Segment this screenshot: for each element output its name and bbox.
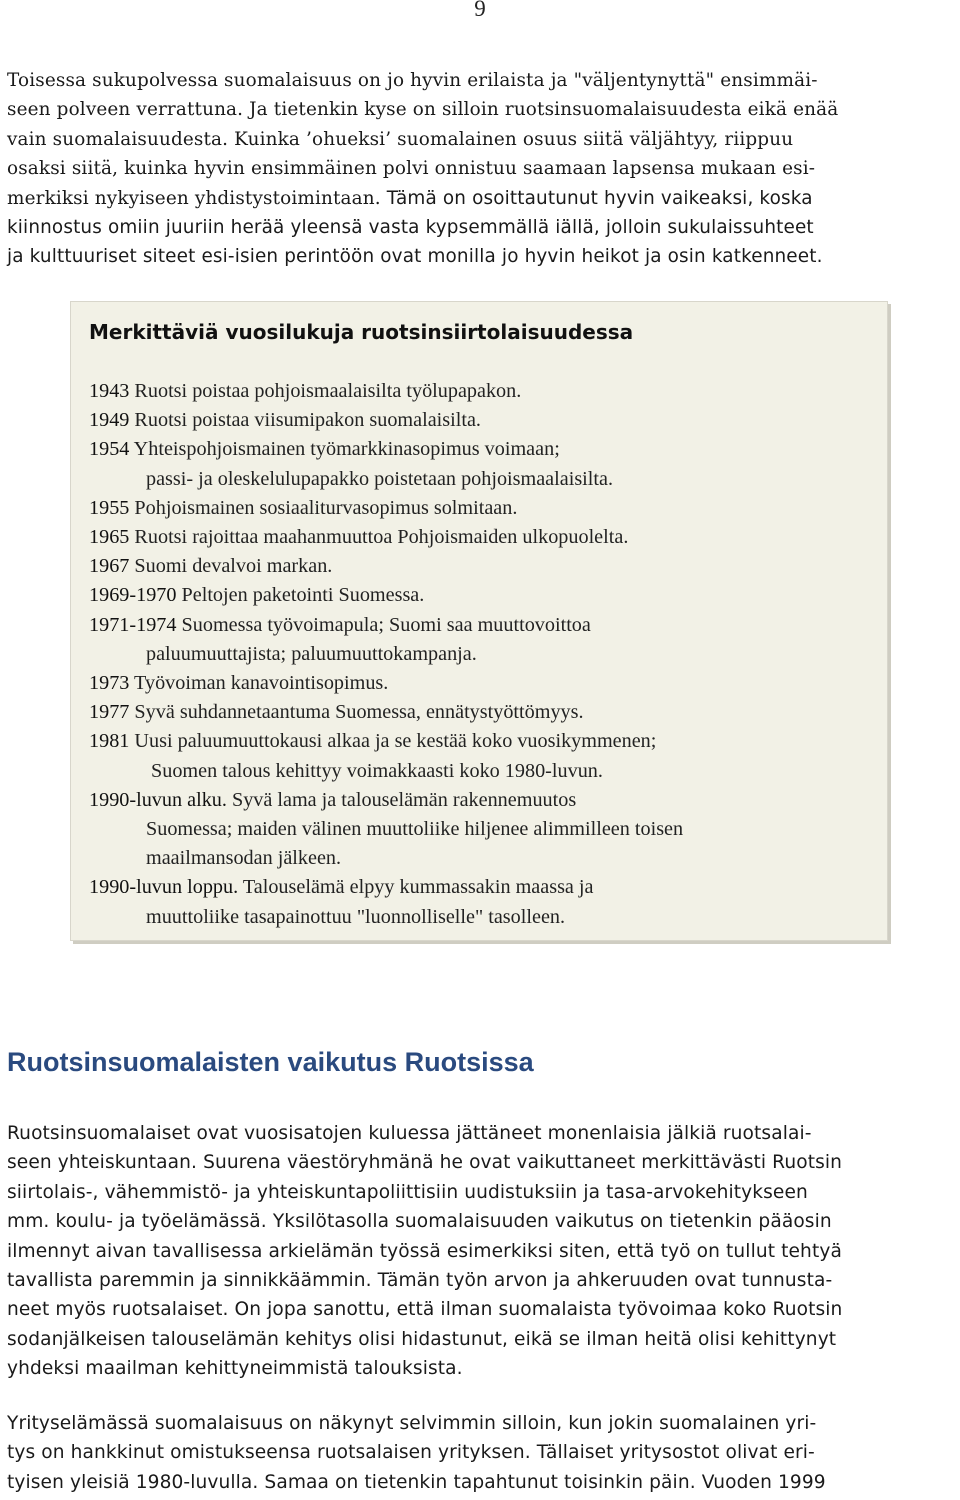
timeline-year: 1943 xyxy=(89,380,130,402)
timeline-year: 1977 xyxy=(89,701,130,724)
intro-line: Tämä on osoittautunut hyvin vaikeaksi, koska xyxy=(380,187,813,209)
timeline-entry xyxy=(89,494,879,523)
body-line: siirtolais-, vähemmistö- ja yhteiskuntapoliittisiin uudistuksiin ja tasa-arvokehitykseen xyxy=(7,1181,808,1203)
page-number: 9 xyxy=(474,0,486,21)
body-line: tyisen yleisiä 1980-luvulla. Samaa on tietenkin tapahtunut toisinkin päin. Vuoden 1999 xyxy=(7,1471,826,1493)
timeline-entry xyxy=(89,698,879,727)
intro-line: ja kulttuuriset siteet esi-isien perintöön ovat monilla jo hyvin heikot ja osin katkenneet. xyxy=(7,246,823,268)
timeline-year: 1965 xyxy=(89,526,130,549)
timeline-text: Työvoiman kanavointisopimus. xyxy=(129,672,389,695)
body-line: seen yhteiskuntaan. Suurena väestöryhmänä he ovat vaikuttaneet merkittävästi Ruotsin xyxy=(7,1152,843,1174)
body-line: tys on hankkinut omistukseensa ruotsalaisen yrityksen. Tällaiset yritysostot olivat eri- xyxy=(7,1442,815,1464)
intro-line: kiinnostus omiin juuriin herää yleensä vasta kypsemmällä iällä, jolloin sukulaissuhteet xyxy=(7,217,814,239)
timeline-continuation: paluumuuttajista; paluumuuttokampanja. xyxy=(146,642,477,665)
timeline-entry xyxy=(89,406,879,435)
timeline-year: 1981 xyxy=(89,730,130,753)
section-paragraph-1 xyxy=(7,1119,953,1384)
timeline-year: 1954 xyxy=(89,438,130,461)
body-line: sodanjälkeisen talouselämän kehitys olisi hidastunut, eikä se ilman heitä olisi kehittynyt xyxy=(7,1328,837,1350)
timeline-text: Syvä suhdannetaantuma Suomessa, ennätystyöttömyys. xyxy=(129,701,584,724)
body-line: mm. koulu- ja työelämässä. Yksilötasolla suomalaisuuden vaikutus on tietenkin pääosin xyxy=(7,1211,832,1233)
timeline-entry xyxy=(89,435,879,464)
timeline-text: Yhteispohjoismainen työmarkkinasopimus voimaan; xyxy=(129,438,560,461)
timeline-year: 1949 xyxy=(89,409,130,432)
body-line: Yrityselämässä suomalaisuus on näkynyt selvimmin silloin, kun jokin suomalainen yri- xyxy=(7,1413,817,1434)
intro-line: osaksi siitä, kuinka hyvin ensimmäinen polvi onnistuu saamaan lapsensa mukaan esi- xyxy=(7,158,816,180)
timeline-entry xyxy=(89,727,879,756)
timeline-entry xyxy=(89,669,879,698)
timeline-list xyxy=(89,377,879,932)
timeline-entry xyxy=(89,786,879,815)
body-line: yhdeksi maailman kehittyneimmistä talouksista. xyxy=(7,1358,463,1380)
timeline-infobox xyxy=(70,301,888,941)
timeline-entry xyxy=(89,377,879,406)
timeline-text: Pohjoismainen sosiaaliturvasopimus solmitaan. xyxy=(129,496,518,519)
infobox-title: Merkittäviä vuosilukuja ruotsinsiirtolaisuudessa xyxy=(89,320,634,344)
timeline-year: 1990-luvun loppu. xyxy=(89,876,239,899)
timeline-text: Ruotsi rajoittaa maahanmuuttoa Pohjoismaiden ulkopuolelta. xyxy=(129,526,629,549)
timeline-year: 1973 xyxy=(89,672,130,695)
timeline-entry xyxy=(89,611,879,640)
timeline-text: Uusi paluumuuttokausi alkaa ja se kestää koko vuosikymmenen; xyxy=(129,730,657,753)
timeline-entry xyxy=(89,873,879,902)
timeline-continuation: maailmansodan jälkeen. xyxy=(146,847,342,870)
timeline-continuation: Suomessa; maiden välinen muuttoliike hiljenee alimmilleen toisen xyxy=(146,818,684,841)
timeline-text: Syvä lama ja talouselämän rakennemuutos xyxy=(226,788,577,811)
section-heading: Ruotsinsuomalaisten vaikutus Ruotsissa xyxy=(7,1047,534,1077)
timeline-continuation: muuttoliike tasapainottuu "luonnolliselle" tasolleen. xyxy=(146,905,566,928)
timeline-continuation: passi- ja oleskelulupapakko poistetaan pohjoismaalaisilta. xyxy=(146,467,614,490)
intro-paragraph xyxy=(7,66,953,272)
intro-line: seen polveen verrattuna. Ja tietenkin kyse on silloin ruotsinsuomalaisuudesta eikä enää xyxy=(7,99,839,121)
timeline-year: 1969-1970 xyxy=(89,584,177,607)
timeline-year: 1967 xyxy=(89,555,130,578)
intro-line: Toisessa sukupolvessa suomalaisuus on jo hyvin erilaista ja "väljentynyttä" ensimmäi- xyxy=(7,70,818,91)
timeline-text: Talouselämä elpyy kummassakin maassa ja xyxy=(238,876,594,899)
timeline-year: 1971-1974 xyxy=(89,613,177,636)
timeline-text: Peltojen paketointi Suomessa. xyxy=(176,584,425,607)
timeline-year: 1955 xyxy=(89,496,130,519)
timeline-text: Ruotsi poistaa pohjoismaalaisilta työlupapakon. xyxy=(129,380,522,402)
timeline-entry xyxy=(89,523,879,552)
intro-line: vain suomalaisuudesta. Kuinka ’ohueksi’ suomalainen osuus siitä väljähtyy, riippuu xyxy=(7,128,794,150)
timeline-continuation: Suomen talous kehittyy voimakkaasti koko 1980-luvun. xyxy=(151,759,603,782)
timeline-text: Suomessa työvoimapula; Suomi saa muuttovoittoa xyxy=(176,613,591,636)
intro-line: merkiksi nykyiseen yhdistystoimintaan. xyxy=(7,187,381,209)
body-line: tavallista paremmin ja sinnikkäämmin. Tämän työn arvon ja ahkeruuden ovat tunnusta- xyxy=(7,1270,833,1292)
body-line: ilmennyt aivan tavallisessa arkielämän työssä esimerkiksi siten, että työ on tullut tehtyä xyxy=(7,1240,842,1262)
timeline-text: Suomi devalvoi markan. xyxy=(129,555,333,578)
timeline-text: Ruotsi poistaa viisumipakon suomalaisilta. xyxy=(129,409,481,432)
timeline-entry xyxy=(89,552,879,581)
body-line: Ruotsinsuomalaiset ovat vuosisatojen kuluessa jättäneet monenlaisia jälkiä ruotsalai- xyxy=(7,1123,812,1144)
timeline-entry xyxy=(89,581,879,610)
timeline-year: 1990-luvun alku. xyxy=(89,788,227,811)
section-paragraph-2 xyxy=(7,1409,953,1497)
body-line: neet myös ruotsalaiset. On jopa sanottu, että ilman suomalaista työvoimaa koko Ruotsin xyxy=(7,1299,843,1321)
